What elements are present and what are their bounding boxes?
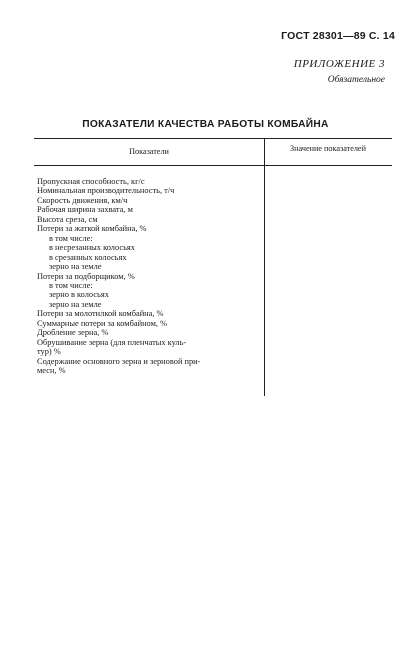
table-row: зерно в колосьях xyxy=(49,290,109,300)
table-header-rule xyxy=(34,165,392,166)
table-row: месн, % xyxy=(37,366,66,376)
table-row: в несрезанных колосьях xyxy=(49,243,135,253)
table-row: Скорость движения, км/ч xyxy=(37,195,128,205)
table-row: зерно на земле xyxy=(49,262,102,272)
table-row: Обрушивание зерна (для пленчатых куль- xyxy=(37,337,187,347)
table-row: Содержание основного зерна и зерновой при- xyxy=(37,356,201,366)
table-row: Потери за молотилкой комбайна, % xyxy=(37,309,164,319)
table-column-divider xyxy=(264,138,265,396)
appendix-subtitle: Обязательное xyxy=(327,75,385,85)
column-header-indicators: Показатели xyxy=(129,147,169,156)
table-row: тур) % xyxy=(37,347,61,357)
table-top-rule xyxy=(34,138,392,139)
table-row: зерно на земле xyxy=(49,299,102,309)
table-row: в срезанных колосьях xyxy=(49,252,127,262)
appendix-title: ПРИЛОЖЕНИЕ 3 xyxy=(293,58,385,70)
page-header: ГОСТ 28301—89 С. 14 xyxy=(281,30,395,42)
table-row: Пропускная способность, кг/с xyxy=(37,177,145,186)
table-row: Потери за жаткой комбайна, % xyxy=(37,224,147,234)
table-row: в том числе: xyxy=(49,280,93,290)
column-header-values: Значение показателей xyxy=(290,144,366,153)
table-row: Номинальная производительность, т/ч xyxy=(37,186,175,196)
table-row: Потери за подборщиком, % xyxy=(37,271,135,281)
table-row: в том числе: xyxy=(49,233,93,243)
indicators-table xyxy=(34,138,392,400)
table-row: Рабочая ширина захвата, м xyxy=(37,205,133,215)
table-row: Высота среза, см xyxy=(37,214,98,224)
document-title: ПОКАЗАТЕЛИ КАЧЕСТВА РАБОТЫ КОМБАЙНА xyxy=(82,119,329,130)
table-rows xyxy=(37,177,259,376)
table-row: Суммарные потери за комбайном, % xyxy=(37,318,168,328)
table-row: Дробление зерна, % xyxy=(37,328,109,338)
